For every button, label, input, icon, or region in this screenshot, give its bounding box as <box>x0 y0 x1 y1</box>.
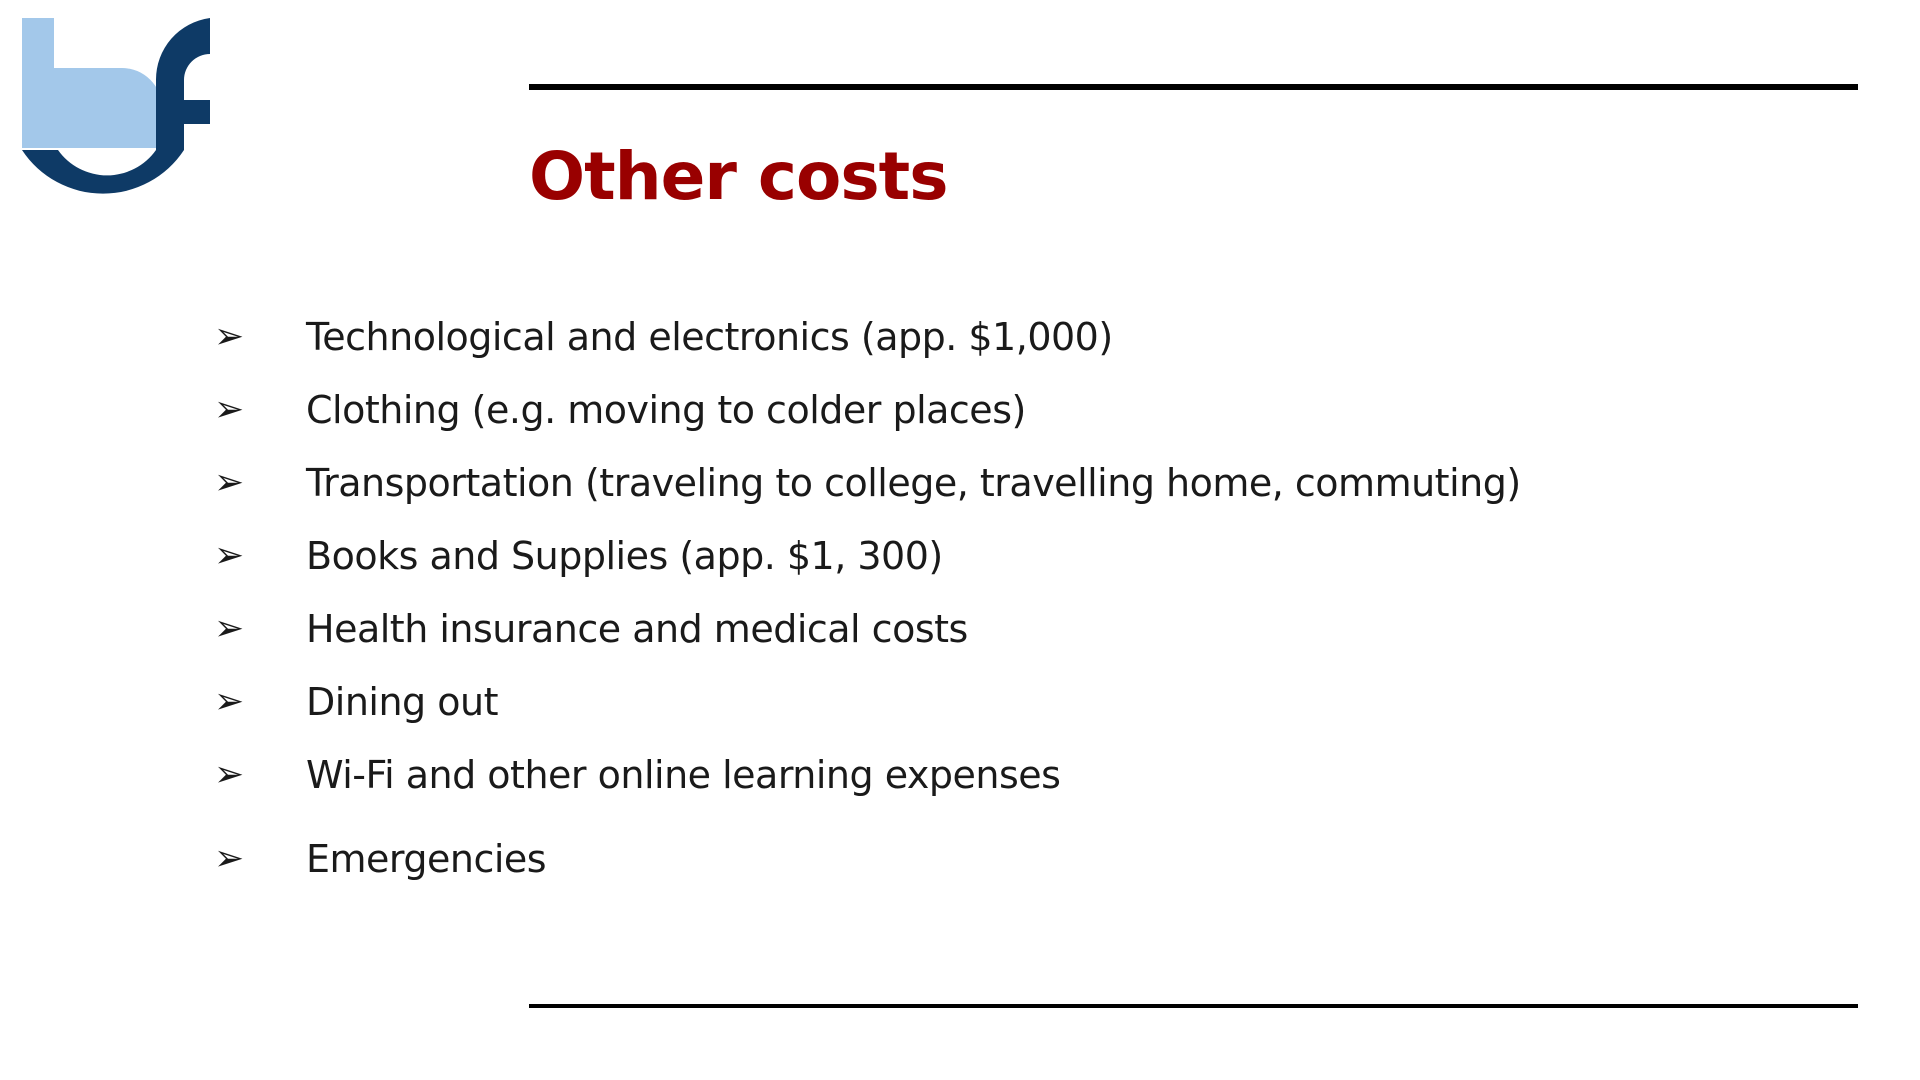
bottom-divider <box>529 1004 1858 1008</box>
list-item-text: Wi-Fi and other online learning expenses <box>306 752 1061 797</box>
arrow-bullet-icon: ➢ <box>214 388 245 430</box>
arrow-bullet-icon: ➢ <box>214 534 245 576</box>
list-item <box>214 446 1521 519</box>
list-item <box>214 373 1521 446</box>
list-item-text: Transportation (traveling to college, travelling home, commuting) <box>306 460 1521 505</box>
arrow-bullet-icon: ➢ <box>214 680 245 722</box>
slide-title: Other costs <box>529 138 948 215</box>
arrow-bullet-icon: ➢ <box>214 315 245 357</box>
list-item-text: Clothing (e.g. moving to colder places) <box>306 387 1026 432</box>
list-item <box>214 300 1521 373</box>
arrow-bullet-icon: ➢ <box>214 837 245 879</box>
list-item-text: Dining out <box>306 679 498 724</box>
bf-logo-icon <box>22 18 212 218</box>
list-item-text: Emergencies <box>306 836 547 881</box>
arrow-bullet-icon: ➢ <box>214 607 245 649</box>
list-item <box>214 665 1521 738</box>
arrow-bullet-icon: ➢ <box>214 753 245 795</box>
top-divider <box>529 84 1858 90</box>
list-item <box>214 822 1521 895</box>
list-item-text: Books and Supplies (app. $1, 300) <box>306 533 943 578</box>
cost-list <box>214 300 1521 895</box>
list-item <box>214 592 1521 665</box>
list-item <box>214 738 1521 811</box>
arrow-bullet-icon: ➢ <box>214 461 245 503</box>
list-item-text: Health insurance and medical costs <box>306 606 968 651</box>
list-item-text: Technological and electronics (app. $1,000) <box>306 314 1113 359</box>
list-item <box>214 519 1521 592</box>
